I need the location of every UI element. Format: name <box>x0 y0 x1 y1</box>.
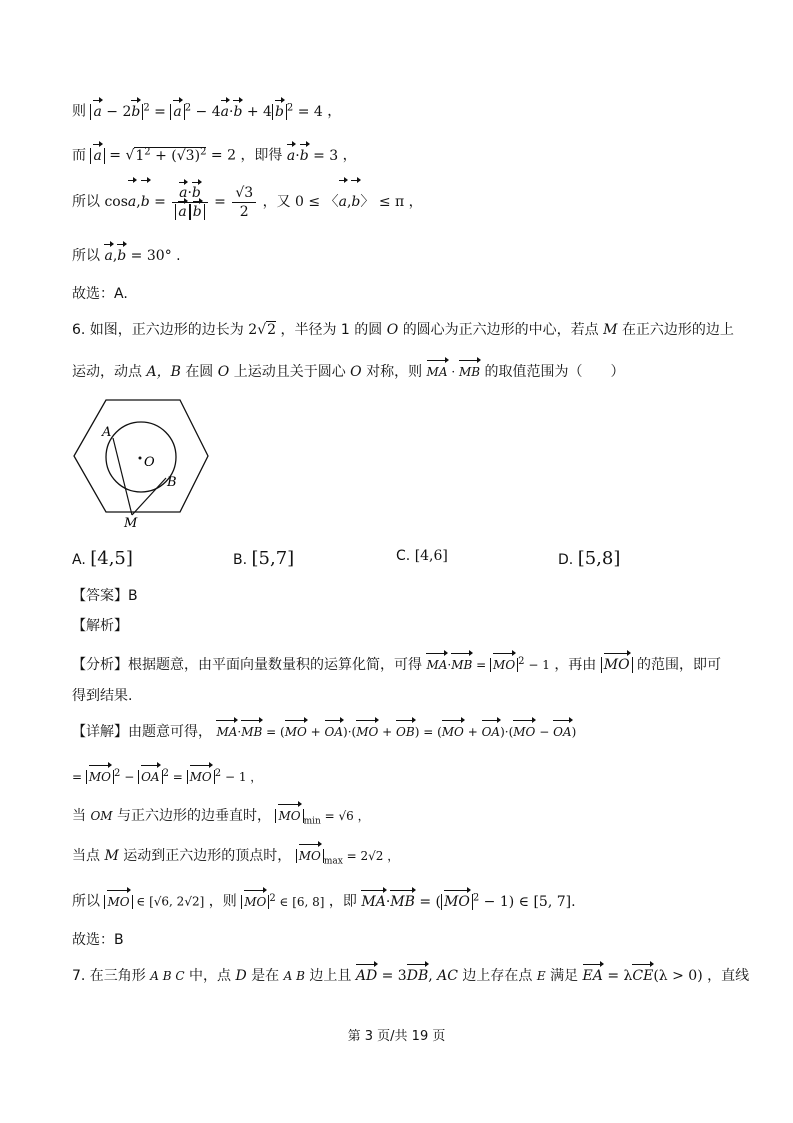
var: O <box>217 364 230 380</box>
formula: cosa,b = $\frac{a\cdot b}{\text{a b}}$ = $\frac{√3}{2}$ <box>104 194 262 210</box>
derivation-line-3 <box>72 182 423 222</box>
text: 对称，则 <box>366 364 423 380</box>
formula: MO <box>601 657 633 673</box>
formula: MA·MB = MO $^2$ − 1 <box>426 658 549 672</box>
var: OM <box>90 809 113 823</box>
value: (λ > 0) <box>653 968 703 984</box>
text: 运动到正六边形的顶点时， <box>123 848 292 864</box>
var: A，B <box>146 364 181 380</box>
segment-ma <box>113 438 132 515</box>
derivation-line-4 <box>72 246 181 266</box>
formula: AD = 3DB, AC <box>355 968 458 984</box>
text: 而 <box>72 147 86 164</box>
analysis-header: 【解析】 <box>72 618 128 634</box>
formula: 2√2 <box>248 322 277 338</box>
hexagon-circle-figure <box>70 396 215 531</box>
select-b: 故选：B <box>72 932 124 948</box>
fenxi-line-2: 得到结果. <box>72 688 133 704</box>
var: O <box>350 364 362 380</box>
text: ，即 <box>328 893 357 910</box>
text: ， <box>408 194 423 210</box>
formula: EA = λCE(λ > 0) <box>582 968 703 984</box>
segment-mb <box>132 478 166 515</box>
value: 2 <box>239 203 249 220</box>
value: = 3 <box>313 147 339 164</box>
choice-a[interactable] <box>72 548 133 569</box>
formula: MO $_{max}$ = 2√2 ， <box>296 849 400 863</box>
var: A B C <box>150 969 185 983</box>
xiangjie-line-3 <box>72 806 370 831</box>
text: ，半径为 1 的圆 <box>280 322 383 338</box>
choice-c[interactable] <box>396 548 448 564</box>
text: 在正六边形的边上 <box>621 322 734 338</box>
value: √6 <box>338 809 354 823</box>
text: 所以 <box>72 893 100 910</box>
center-point <box>139 457 142 460</box>
derivation-line-1 <box>72 98 341 122</box>
text: ，则 <box>208 893 237 910</box>
var: A B <box>283 969 305 983</box>
text: 则 <box>72 103 86 120</box>
text: ， <box>342 147 357 164</box>
value: 2√2 <box>360 849 384 863</box>
formula: MO ∈ [√6, 2√2] <box>104 895 204 909</box>
choice-value: [5,8] <box>577 548 621 569</box>
value: 30° <box>146 248 172 264</box>
xiangjie-line-4 <box>72 846 399 871</box>
label-o: O <box>144 455 155 470</box>
value: [5, 7] <box>533 893 572 910</box>
formula: a − 2b $^2$ = a $^2$ − 4a·b + 4 b $^2$ = 4 <box>90 104 322 120</box>
value: [6, 8] <box>292 894 325 909</box>
fenxi-line-1 <box>72 652 721 675</box>
text: 运动，动点 <box>72 364 142 380</box>
text: ，直线 <box>707 968 750 984</box>
value: = 2 <box>210 147 236 164</box>
formula: 0 ≤ 〈a,b〉 ≤ π <box>295 194 404 210</box>
text: 上运动且关于圆心 <box>233 364 346 380</box>
text: 与正六边形的边垂直时， <box>117 808 272 824</box>
text: 【详解】由题意可得， <box>72 724 212 740</box>
text: 7. 在三角形 <box>72 968 146 984</box>
formula: $a = √1^2 + (√3)^2 = 2$ <box>90 147 236 164</box>
var: O <box>386 322 399 338</box>
text: 6. 如图，正六边形的边长为 <box>72 322 244 338</box>
text: . <box>176 248 181 264</box>
select-a: 故选：A. <box>72 286 128 302</box>
choice-value: [4,6] <box>414 548 448 564</box>
text: 所以 <box>72 194 100 210</box>
text: 是在 <box>251 968 280 984</box>
label-a: A <box>102 425 112 440</box>
text: 边上且 <box>309 968 352 984</box>
xiangjie-line-2 <box>72 764 262 787</box>
label-m: M <box>124 516 138 531</box>
text: 的范围，即可 <box>637 657 722 673</box>
choice-letter: C. <box>396 548 411 564</box>
choice-letter: A. <box>72 552 86 568</box>
label-b: B <box>167 475 177 490</box>
question-7-line-1 <box>72 966 749 986</box>
answer-line: 【答案】B <box>72 588 138 604</box>
text: 当点 <box>72 848 100 864</box>
text: 在圆 <box>185 364 214 380</box>
question-6-line-1 <box>72 320 734 340</box>
text: ，即得 <box>240 147 283 164</box>
formula: a,b = 30° <box>104 248 172 264</box>
text: ， <box>327 103 342 120</box>
choice-value: [4,5] <box>90 548 133 569</box>
formula: MA·MB = ( MO $^2$ − 1) ∈ [5, 7]. <box>361 892 576 910</box>
var: D <box>235 968 247 984</box>
formula: MO $_{min}$ = √6 ， <box>275 809 369 823</box>
choice-value: [5,7] <box>251 548 295 569</box>
text: 的圆心为正六边形的中心，若点 <box>402 322 599 338</box>
var: M <box>104 848 119 864</box>
value: 2 <box>248 322 258 338</box>
text: 所以 <box>72 248 100 264</box>
page-footer: 第 3 页/共 19 页 <box>347 1029 446 1044</box>
text: ，再由 <box>554 657 597 673</box>
formula: = MO $^2$ − OA $^2$ = MO $^2$ − 1 ， <box>72 770 262 784</box>
var: M <box>603 322 618 338</box>
derivation-line-2 <box>72 142 357 166</box>
formula: MA·MB = (MO + OA)·(MO + OB) = (MO + OA)·(MO − OA) <box>216 725 576 739</box>
formula: MO $^2$ ∈ [6, 8] <box>241 895 324 909</box>
formula: a·b = 3 <box>286 147 339 164</box>
xiangjie-line-1 <box>72 722 576 742</box>
text: 中，点 <box>189 968 232 984</box>
value: √3 <box>232 184 256 203</box>
text: 边上存在点 <box>462 968 533 984</box>
value: = 4 <box>297 103 323 120</box>
hexagon <box>74 400 208 512</box>
choice-letter: D. <box>558 552 574 568</box>
var: E <box>536 969 546 983</box>
choice-b[interactable] <box>233 548 294 569</box>
text: ，又 <box>262 194 291 210</box>
text: 满足 <box>550 968 579 984</box>
text: 当 <box>72 808 86 824</box>
formula: MA · MB <box>427 365 481 379</box>
choice-d[interactable] <box>558 548 620 569</box>
xiangjie-line-5 <box>72 888 576 912</box>
choice-letter: B. <box>233 552 248 568</box>
text: 【分析】根据题意，由平面向量数量积的运算化简，可得 <box>72 657 422 673</box>
text: 的取值范围为（ ） <box>484 364 625 380</box>
question-6-line-2 <box>72 362 625 382</box>
